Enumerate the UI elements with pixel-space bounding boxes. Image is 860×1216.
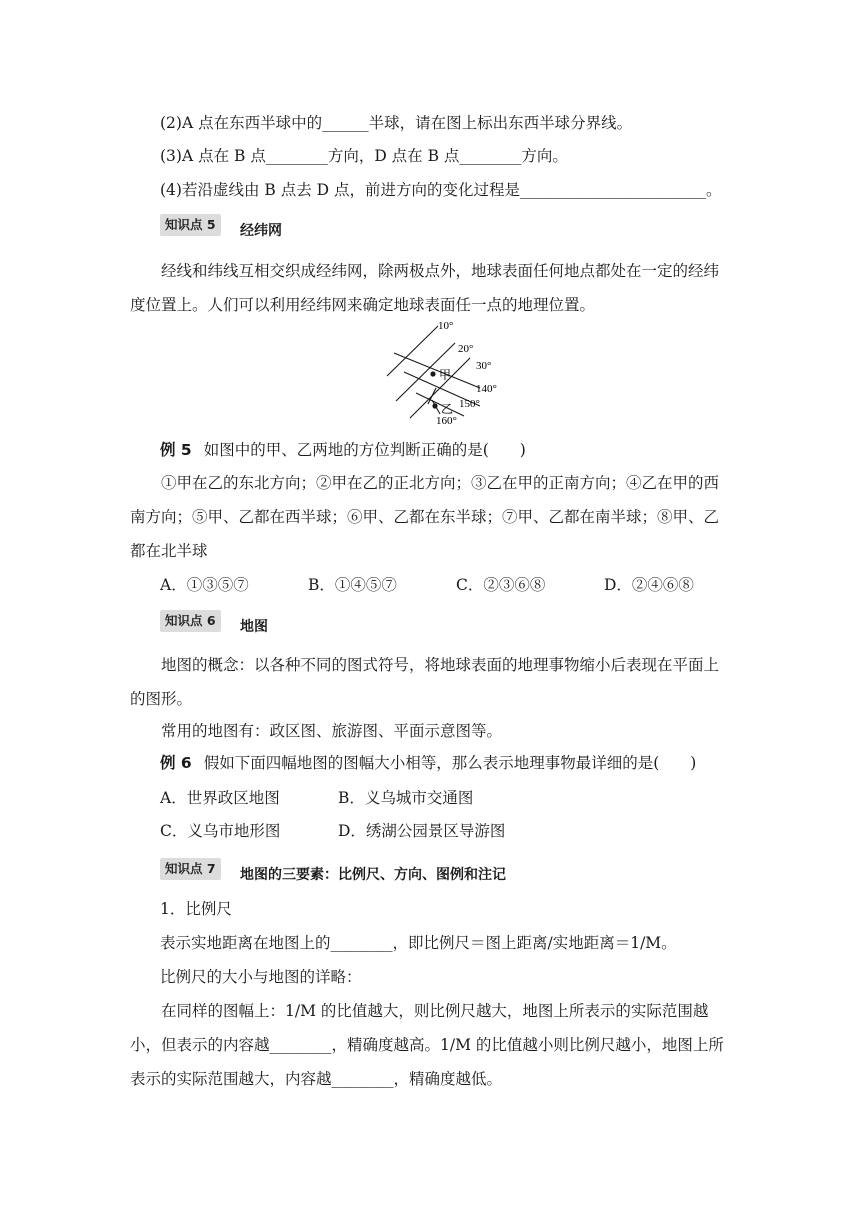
example-6-option-c[interactable]: C．义乌市地形图	[160, 822, 281, 840]
knowledge-badge-5: 知识点 5	[160, 214, 221, 236]
label-150-deg: 150°	[459, 398, 480, 410]
lat-lon-grid-figure	[380, 318, 510, 430]
k7-paragraph-1: 表示实地距离在地图上的________，即比例尺＝图上距离/实地距离＝1/M。	[160, 934, 677, 952]
example-6-option-b[interactable]: B．义乌城市交通图	[338, 789, 474, 807]
k7-paragraph-3: 在同样的图幅上：1/M 的比值越大，则比例尺越大，地图上所表示的实际范围越小，但表示的内容越________，精确度越高。1/M 的比值越小则比例尺越小，地图上所表示的实际范围越大，内容越________，精确度越低。	[130, 1002, 724, 1088]
knowledge-title-6: 地图	[240, 619, 268, 635]
example-5-label: 例 5	[160, 441, 192, 459]
k7-paragraph-2: 比例尺的大小与地图的详略：	[160, 968, 362, 986]
label-160-deg: 160°	[436, 415, 457, 427]
point-yi-marker	[432, 403, 437, 408]
question-2: (2)A 点在东西半球中的______半球，请在图上标出东西半球分界线。	[160, 114, 633, 132]
example-6-option-d[interactable]: D．绣湖公园景区导游图	[338, 822, 506, 840]
example-5	[160, 439, 526, 461]
point-jia-marker	[430, 371, 435, 376]
k5-paragraph: 经线和纬线互相交织成经纬网，除两极点外，地球表面任何地点都处在一定的经纬度位置上。人们可以利用经纬网来确定地球表面任一点的地理位置。	[130, 262, 720, 314]
question-4: (4)若沿虚线由 B 点去 D 点，前进方向的变化过程是________________________。	[160, 181, 722, 199]
example-5-option-b[interactable]: B．①④⑤⑦	[308, 576, 397, 594]
knowledge-badge-6: 知识点 6	[160, 610, 221, 632]
knowledge-badge-7: 知识点 7	[160, 858, 221, 880]
example-6-label: 例 6	[160, 754, 192, 772]
k6-paragraph-2: 常用的地图有：政区图、旅游图、平面示意图等。	[161, 722, 503, 740]
example-6-option-a[interactable]: A．世界政区地图	[160, 789, 280, 807]
example-6-text: 假如下面四幅地图的图幅大小相等，那么表示地理事物最详细的是( )	[203, 754, 697, 772]
question-3: (3)A 点在 B 点________方向，D 点在 B 点________方向。	[160, 147, 568, 165]
knowledge-title-7: 地图的三要素：比例尺、方向、图例和注记	[240, 867, 506, 883]
knowledge-title-5: 经纬网	[240, 223, 282, 239]
k6-paragraph-1: 地图的概念：以各种不同的图式符号，将地球表面的地理事物缩小后表现在平面上的图形。	[130, 656, 720, 708]
point-jia-label: 甲	[439, 368, 452, 382]
example-6	[160, 752, 696, 774]
example-5-text: 如图中的甲、乙两地的方位判断正确的是( )	[203, 441, 526, 459]
example-5-option-a[interactable]: A．①③⑤⑦	[160, 576, 249, 594]
label-30-deg: 30°	[476, 360, 492, 372]
point-yi-label: 乙	[441, 402, 454, 416]
label-10-deg: 10°	[438, 320, 454, 332]
example-5-statements: ①甲在乙的东北方向；②甲在乙的正北方向；③乙在甲的正南方向；④乙在甲的西南方向；⑤甲、乙都在西半球；⑥甲、乙都在东半球；⑦甲、乙都在南半球；⑧甲、乙都在北半球	[130, 474, 720, 560]
example-5-option-d[interactable]: D．②④⑥⑧	[604, 576, 694, 594]
label-20-deg: 20°	[458, 343, 474, 355]
k7-subheading: 1．比例尺	[160, 900, 232, 918]
example-5-option-c[interactable]: C．②③⑥⑧	[456, 576, 546, 594]
label-140-deg: 140°	[476, 383, 497, 395]
